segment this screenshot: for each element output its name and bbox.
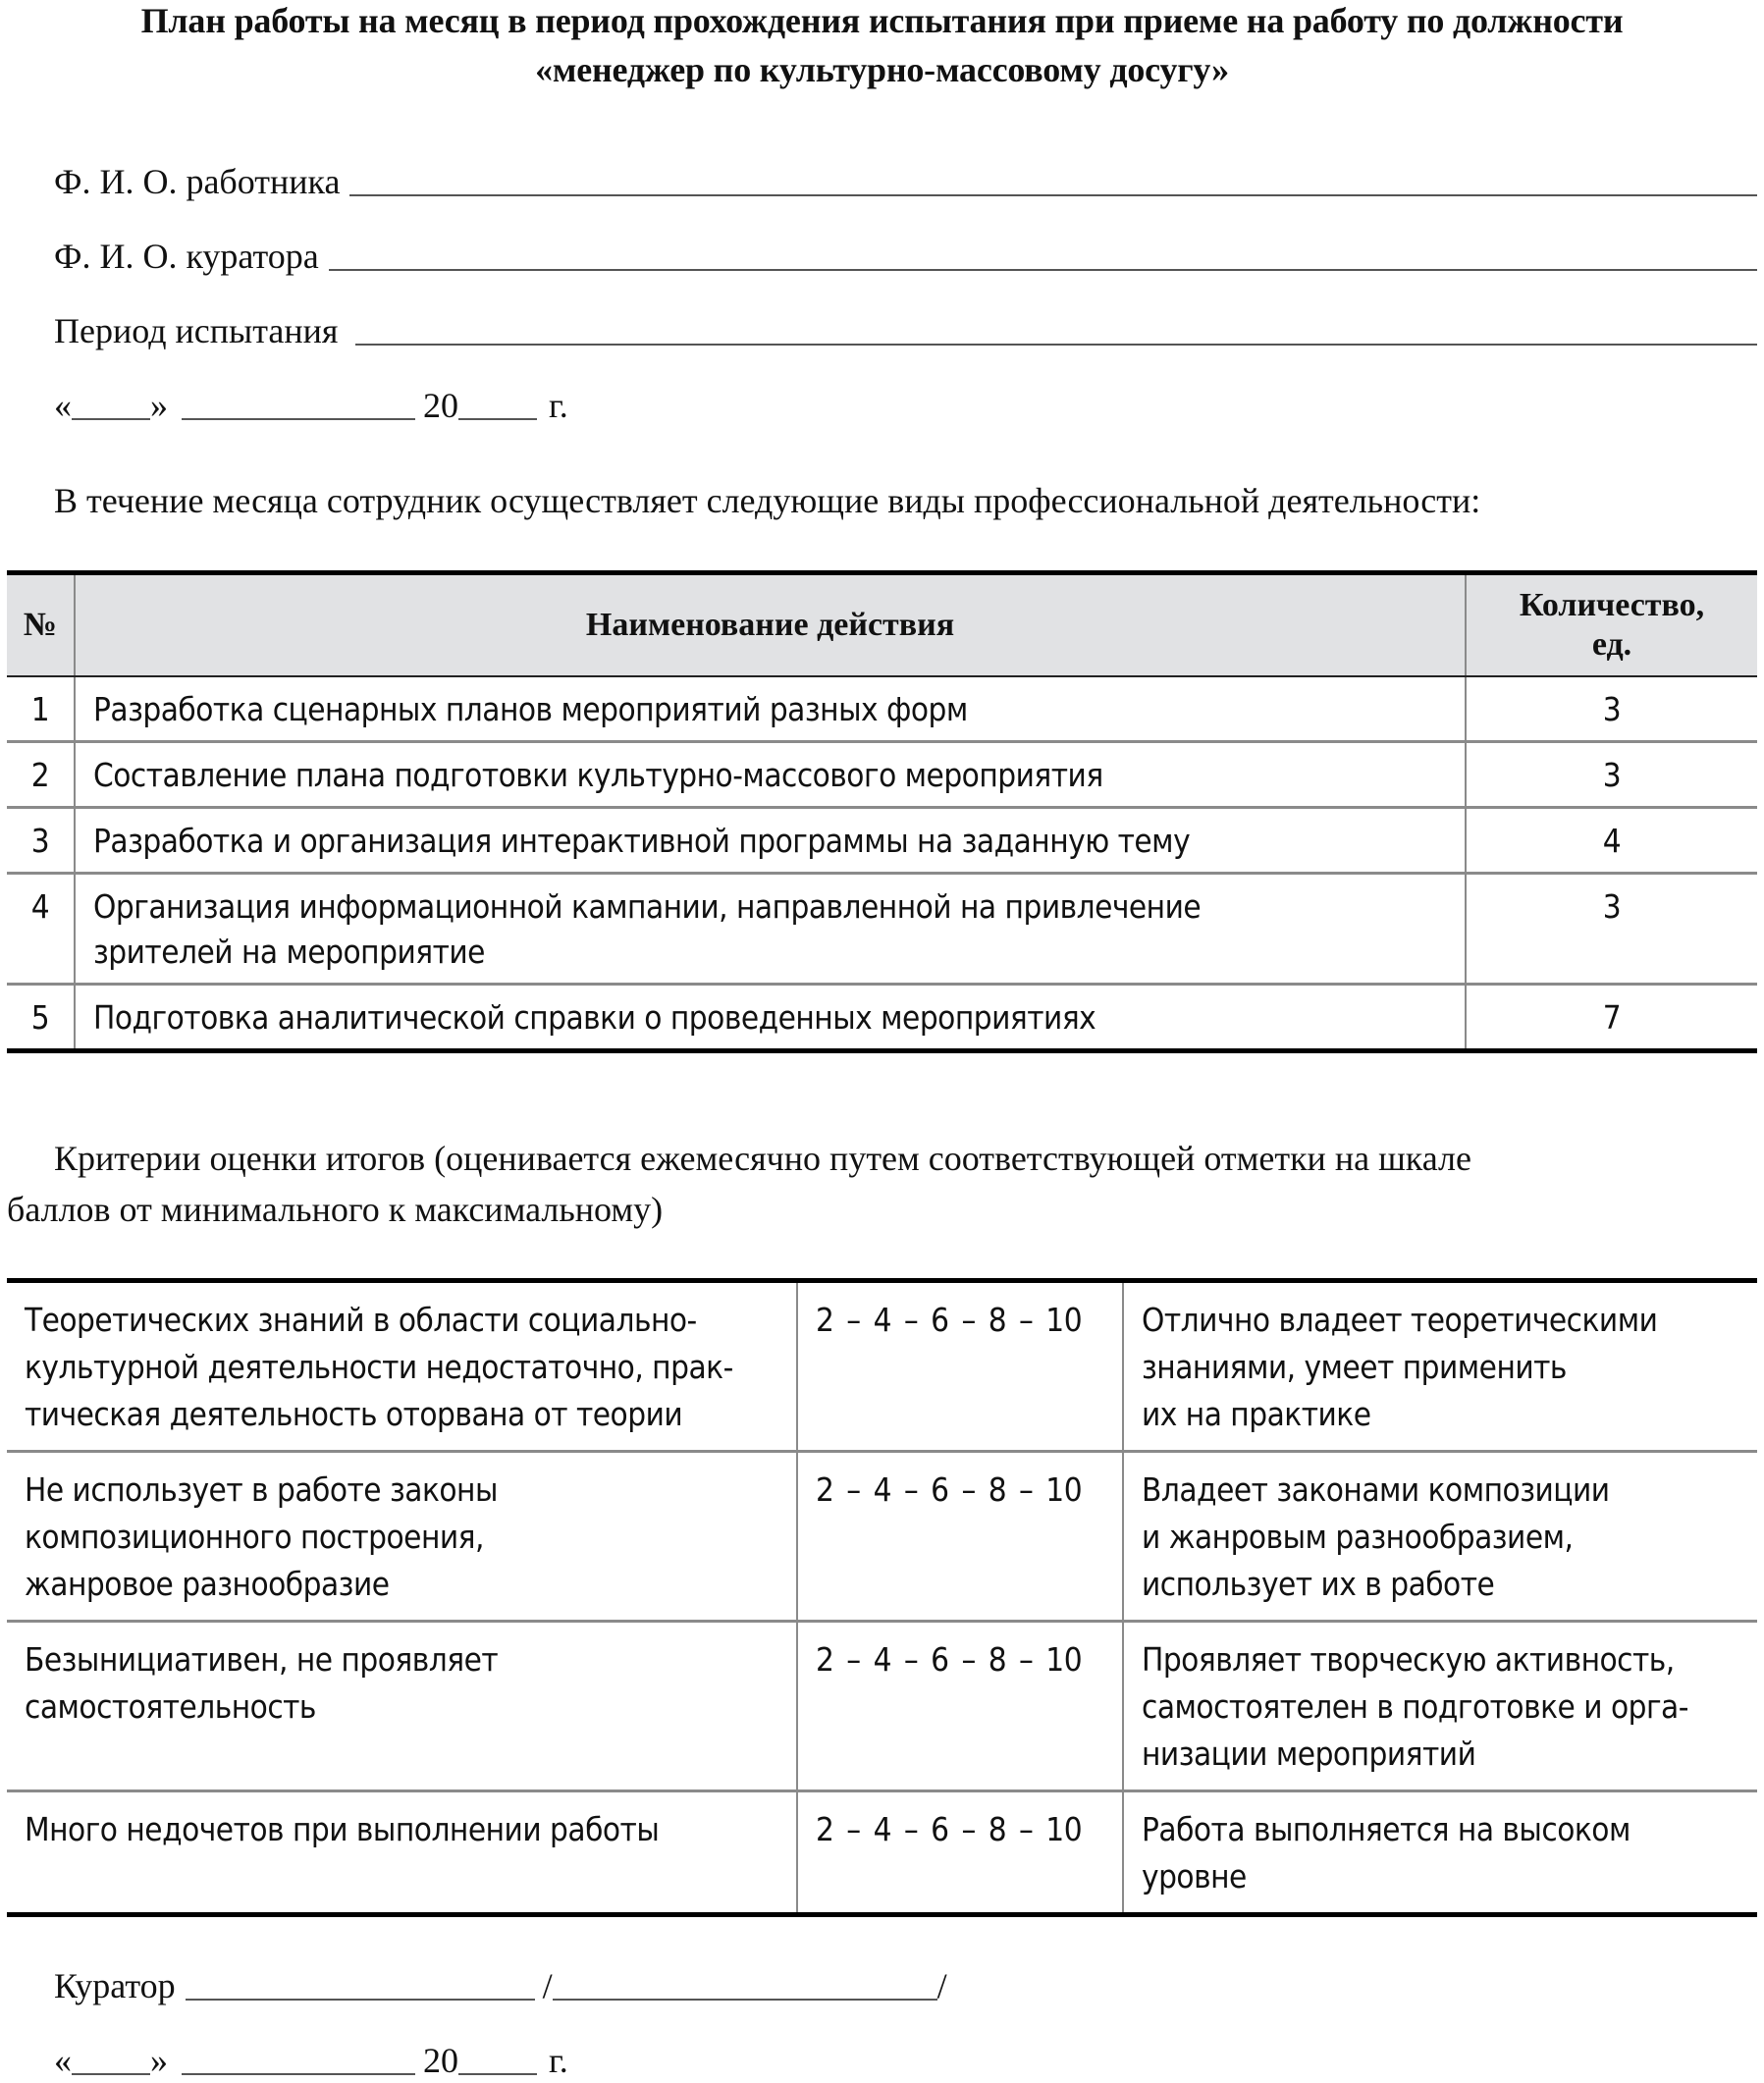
header-action-name: Наименование действия	[75, 573, 1466, 677]
criteria-row	[7, 1452, 1757, 1622]
low-line: Теоретических знаний в области социально-	[25, 1301, 697, 1339]
header-quantity-line-2: ед.	[1591, 626, 1632, 663]
high-line: и жанровым разнообразием,	[1142, 1518, 1574, 1556]
signature-date-year-suffix: г.	[549, 2041, 568, 2080]
row-quantity: 3	[1466, 742, 1757, 808]
signature-date-row	[54, 2034, 568, 2081]
row-quantity: 3	[1466, 874, 1757, 985]
high-line: Отлично владеет теоретическими	[1142, 1301, 1658, 1339]
low-line: Не использует в работе законы	[25, 1470, 498, 1509]
criteria-row	[7, 1622, 1757, 1791]
row-action-name	[75, 985, 1466, 1051]
row-action-name	[75, 742, 1466, 808]
criteria-low-description	[7, 1452, 797, 1622]
signature-separator-2: /	[936, 1966, 947, 2005]
curator-signature-label: Куратор	[54, 1966, 176, 2005]
criteria-high-description	[1123, 1791, 1757, 1915]
date-year-suffix: г.	[549, 386, 568, 425]
trial-period-input-line[interactable]	[355, 344, 1757, 346]
signature-date-day-blank[interactable]	[72, 2073, 150, 2075]
low-line: Безынициативен, не проявляет	[25, 1640, 499, 1679]
period-field-row	[54, 304, 1757, 351]
criteria-score-scale[interactable]: 2 – 4 – 6 – 8 – 10	[797, 1791, 1123, 1915]
high-line: низации мероприятий	[1142, 1735, 1476, 1773]
row-number: 4	[7, 874, 75, 985]
activities-intro-text: В течение месяца сотрудник осуществляет следующие виды профессиональной деятельности:	[54, 481, 1481, 520]
criteria-score-scale[interactable]: 2 – 4 – 6 – 8 – 10	[797, 1622, 1123, 1791]
header-quantity-line-1: Количество,	[1519, 587, 1705, 623]
row-action-name	[75, 676, 1466, 742]
criteria-row	[7, 1791, 1757, 1915]
signature-date-close-quote: »	[150, 2041, 168, 2080]
criteria-low-description	[7, 1791, 797, 1915]
curator-field-row	[54, 230, 1757, 277]
high-line: знаниями, умеет применить	[1142, 1348, 1567, 1386]
row-number: 2	[7, 742, 75, 808]
low-line: композиционного построения,	[25, 1518, 484, 1556]
criteria-intro-line-2: баллов от минимального к максимальному)	[7, 1190, 664, 1229]
date-year-blank[interactable]	[458, 418, 537, 420]
employee-field-row	[54, 155, 1757, 202]
employee-name-input-line[interactable]	[349, 194, 1757, 196]
low-line: культурной деятельности недостаточно, прак-	[25, 1348, 733, 1386]
curator-signature-row	[54, 1959, 947, 2006]
signature-date-open-quote: «	[54, 2041, 72, 2080]
low-line: самостоятельность	[25, 1687, 316, 1726]
row-action-name	[75, 874, 1466, 985]
action-name-line: Составление плана подготовки культурно-массового мероприятия	[93, 756, 1103, 794]
criteria-high-description	[1123, 1452, 1757, 1622]
criteria-row	[7, 1281, 1757, 1452]
table-row	[7, 874, 1757, 985]
low-line: жанровое разнообразие	[25, 1565, 390, 1603]
row-action-name	[75, 808, 1466, 874]
row-number: 5	[7, 985, 75, 1051]
table-row	[7, 742, 1757, 808]
signature-separator-1: /	[542, 1966, 553, 2005]
row-quantity: 7	[1466, 985, 1757, 1051]
criteria-low-description	[7, 1281, 797, 1452]
title-line-2: «менеджер по культурно-массовому досугу»	[535, 50, 1229, 89]
date-day-blank[interactable]	[72, 418, 150, 420]
action-name-line: Организация информационной кампании, направленной на привлечение	[93, 887, 1202, 926]
row-quantity: 3	[1466, 676, 1757, 742]
high-line: Работа выполняется на высоком	[1142, 1810, 1630, 1848]
action-name-line: зрителей на мероприятие	[93, 933, 485, 971]
signature-date-year-prefix: 20	[423, 2041, 458, 2080]
signature-date-month-blank[interactable]	[182, 2073, 415, 2075]
low-line: тическая деятельность оторвана от теории	[25, 1395, 683, 1433]
date-close-quote: »	[150, 386, 168, 425]
date-open-quote: «	[54, 386, 72, 425]
curator-name-transcript-blank[interactable]	[553, 1999, 937, 2001]
high-line: самостоятелен в подготовке и орга-	[1142, 1687, 1688, 1726]
table-row	[7, 985, 1757, 1051]
row-quantity: 4	[1466, 808, 1757, 874]
criteria-high-description	[1123, 1622, 1757, 1791]
signature-date-year-blank[interactable]	[458, 2073, 537, 2075]
action-name-line: Разработка и организация интерактивной программы на заданную тему	[93, 822, 1191, 860]
criteria-intro-line-1: Критерии оценки итогов (оценивается ежемесячно путем соответствующей отметки на шкале	[54, 1139, 1471, 1178]
document-title	[0, 0, 1764, 94]
activities-header-row	[7, 573, 1757, 677]
action-name-line: Подготовка аналитической справки о проведенных мероприятиях	[93, 998, 1096, 1037]
action-name-line: Разработка сценарных планов мероприятий разных форм	[93, 690, 968, 728]
criteria-score-scale[interactable]: 2 – 4 – 6 – 8 – 10	[797, 1281, 1123, 1452]
table-row	[7, 808, 1757, 874]
high-line: их на практике	[1142, 1395, 1371, 1433]
row-number: 1	[7, 676, 75, 742]
table-row	[7, 676, 1757, 742]
criteria-high-description	[1123, 1281, 1757, 1452]
header-number: №	[7, 573, 75, 677]
curator-name-label: Ф. И. О. куратора	[54, 237, 319, 276]
date-month-blank[interactable]	[182, 418, 415, 420]
date-year-prefix: 20	[423, 386, 458, 425]
criteria-low-description	[7, 1622, 797, 1791]
row-number: 3	[7, 808, 75, 874]
curator-signature-blank[interactable]	[186, 1999, 535, 2001]
high-line: использует их в работе	[1142, 1565, 1495, 1603]
activities-table	[7, 570, 1757, 1053]
header-quantity	[1466, 573, 1757, 677]
date-field-row	[54, 379, 568, 426]
trial-period-label: Период испытания	[54, 311, 339, 350]
high-line: Проявляет творческую активность,	[1142, 1640, 1675, 1679]
low-line: Много недочетов при выполнении работы	[25, 1810, 660, 1848]
high-line: Владеет законами композиции	[1142, 1470, 1610, 1509]
criteria-intro	[7, 1133, 1757, 1235]
high-line: уровне	[1142, 1857, 1247, 1896]
criteria-score-scale[interactable]: 2 – 4 – 6 – 8 – 10	[797, 1452, 1123, 1622]
curator-name-input-line[interactable]	[329, 269, 1757, 271]
employee-name-label: Ф. И. О. работника	[54, 162, 341, 201]
title-line-1: План работы на месяц в период прохождения испытания при приеме на работу по должности	[140, 1, 1624, 40]
criteria-table	[7, 1278, 1757, 1917]
